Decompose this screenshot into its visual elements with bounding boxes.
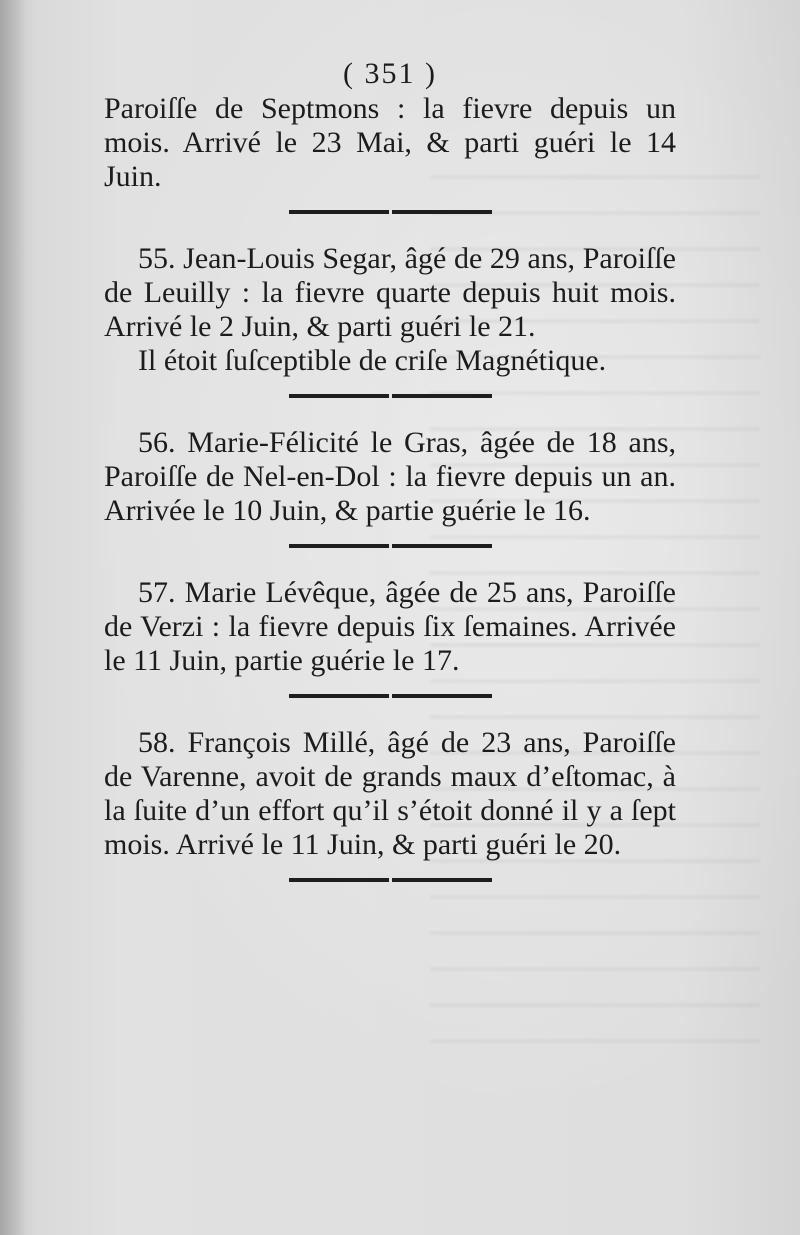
entry-57 xyxy=(104,576,676,678)
entry-paragraph: 56. Marie-Félicité le Gras, âgée de 18 ans, Paroiſſe de Nel-en-Dol : la fievre depuis un an. Arrivée le 10 Juin, & partie guérie le 16. xyxy=(104,426,676,527)
section-rule xyxy=(104,878,676,882)
entry-paragraph: 57. Marie Lévêque, âgée de 25 ans, Paroiſſe de Verzi : la fievre depuis ſix ſemaines. Arrivée le 11 Juin, partie guérie le 17. xyxy=(104,576,676,677)
entry-paragraph: Paroiſſe de Septmons : la fievre depuis un mois. Arrivé le 23 Mai, & parti guéri le 14 Juin. xyxy=(104,92,676,193)
page-text xyxy=(104,52,676,910)
entry-paragraph: 58. François Millé, âgé de 23 ans, Paroiſſe de Varenne, avoit de grands maux d’eſtomac, à la ſuite d’un effort qu’il s’étoit donné il y a ſept mois. Arrivé le 11 Juin, & parti guéri le 20. xyxy=(104,726,676,861)
page-number: ( 351 ) xyxy=(343,57,437,90)
entry-56 xyxy=(104,426,676,528)
section-rule xyxy=(104,210,676,214)
section-rule xyxy=(104,544,676,548)
entry-paragraph: 55. Jean-Louis Segar, âgé de 29 ans, Paroiſſe de Leuilly : la fievre quarte depuis huit mois. Arrivé le 2 Juin, & parti guéri le 21. xyxy=(104,242,676,343)
entry-58 xyxy=(104,726,676,862)
section-rule xyxy=(104,394,676,398)
entry-note: Il étoit ſuſceptible de criſe Magnétique. xyxy=(138,344,607,377)
gutter-shadow xyxy=(0,0,28,1235)
section-rule xyxy=(104,694,676,698)
entry-55 xyxy=(104,242,676,378)
entry-continued xyxy=(104,92,676,194)
